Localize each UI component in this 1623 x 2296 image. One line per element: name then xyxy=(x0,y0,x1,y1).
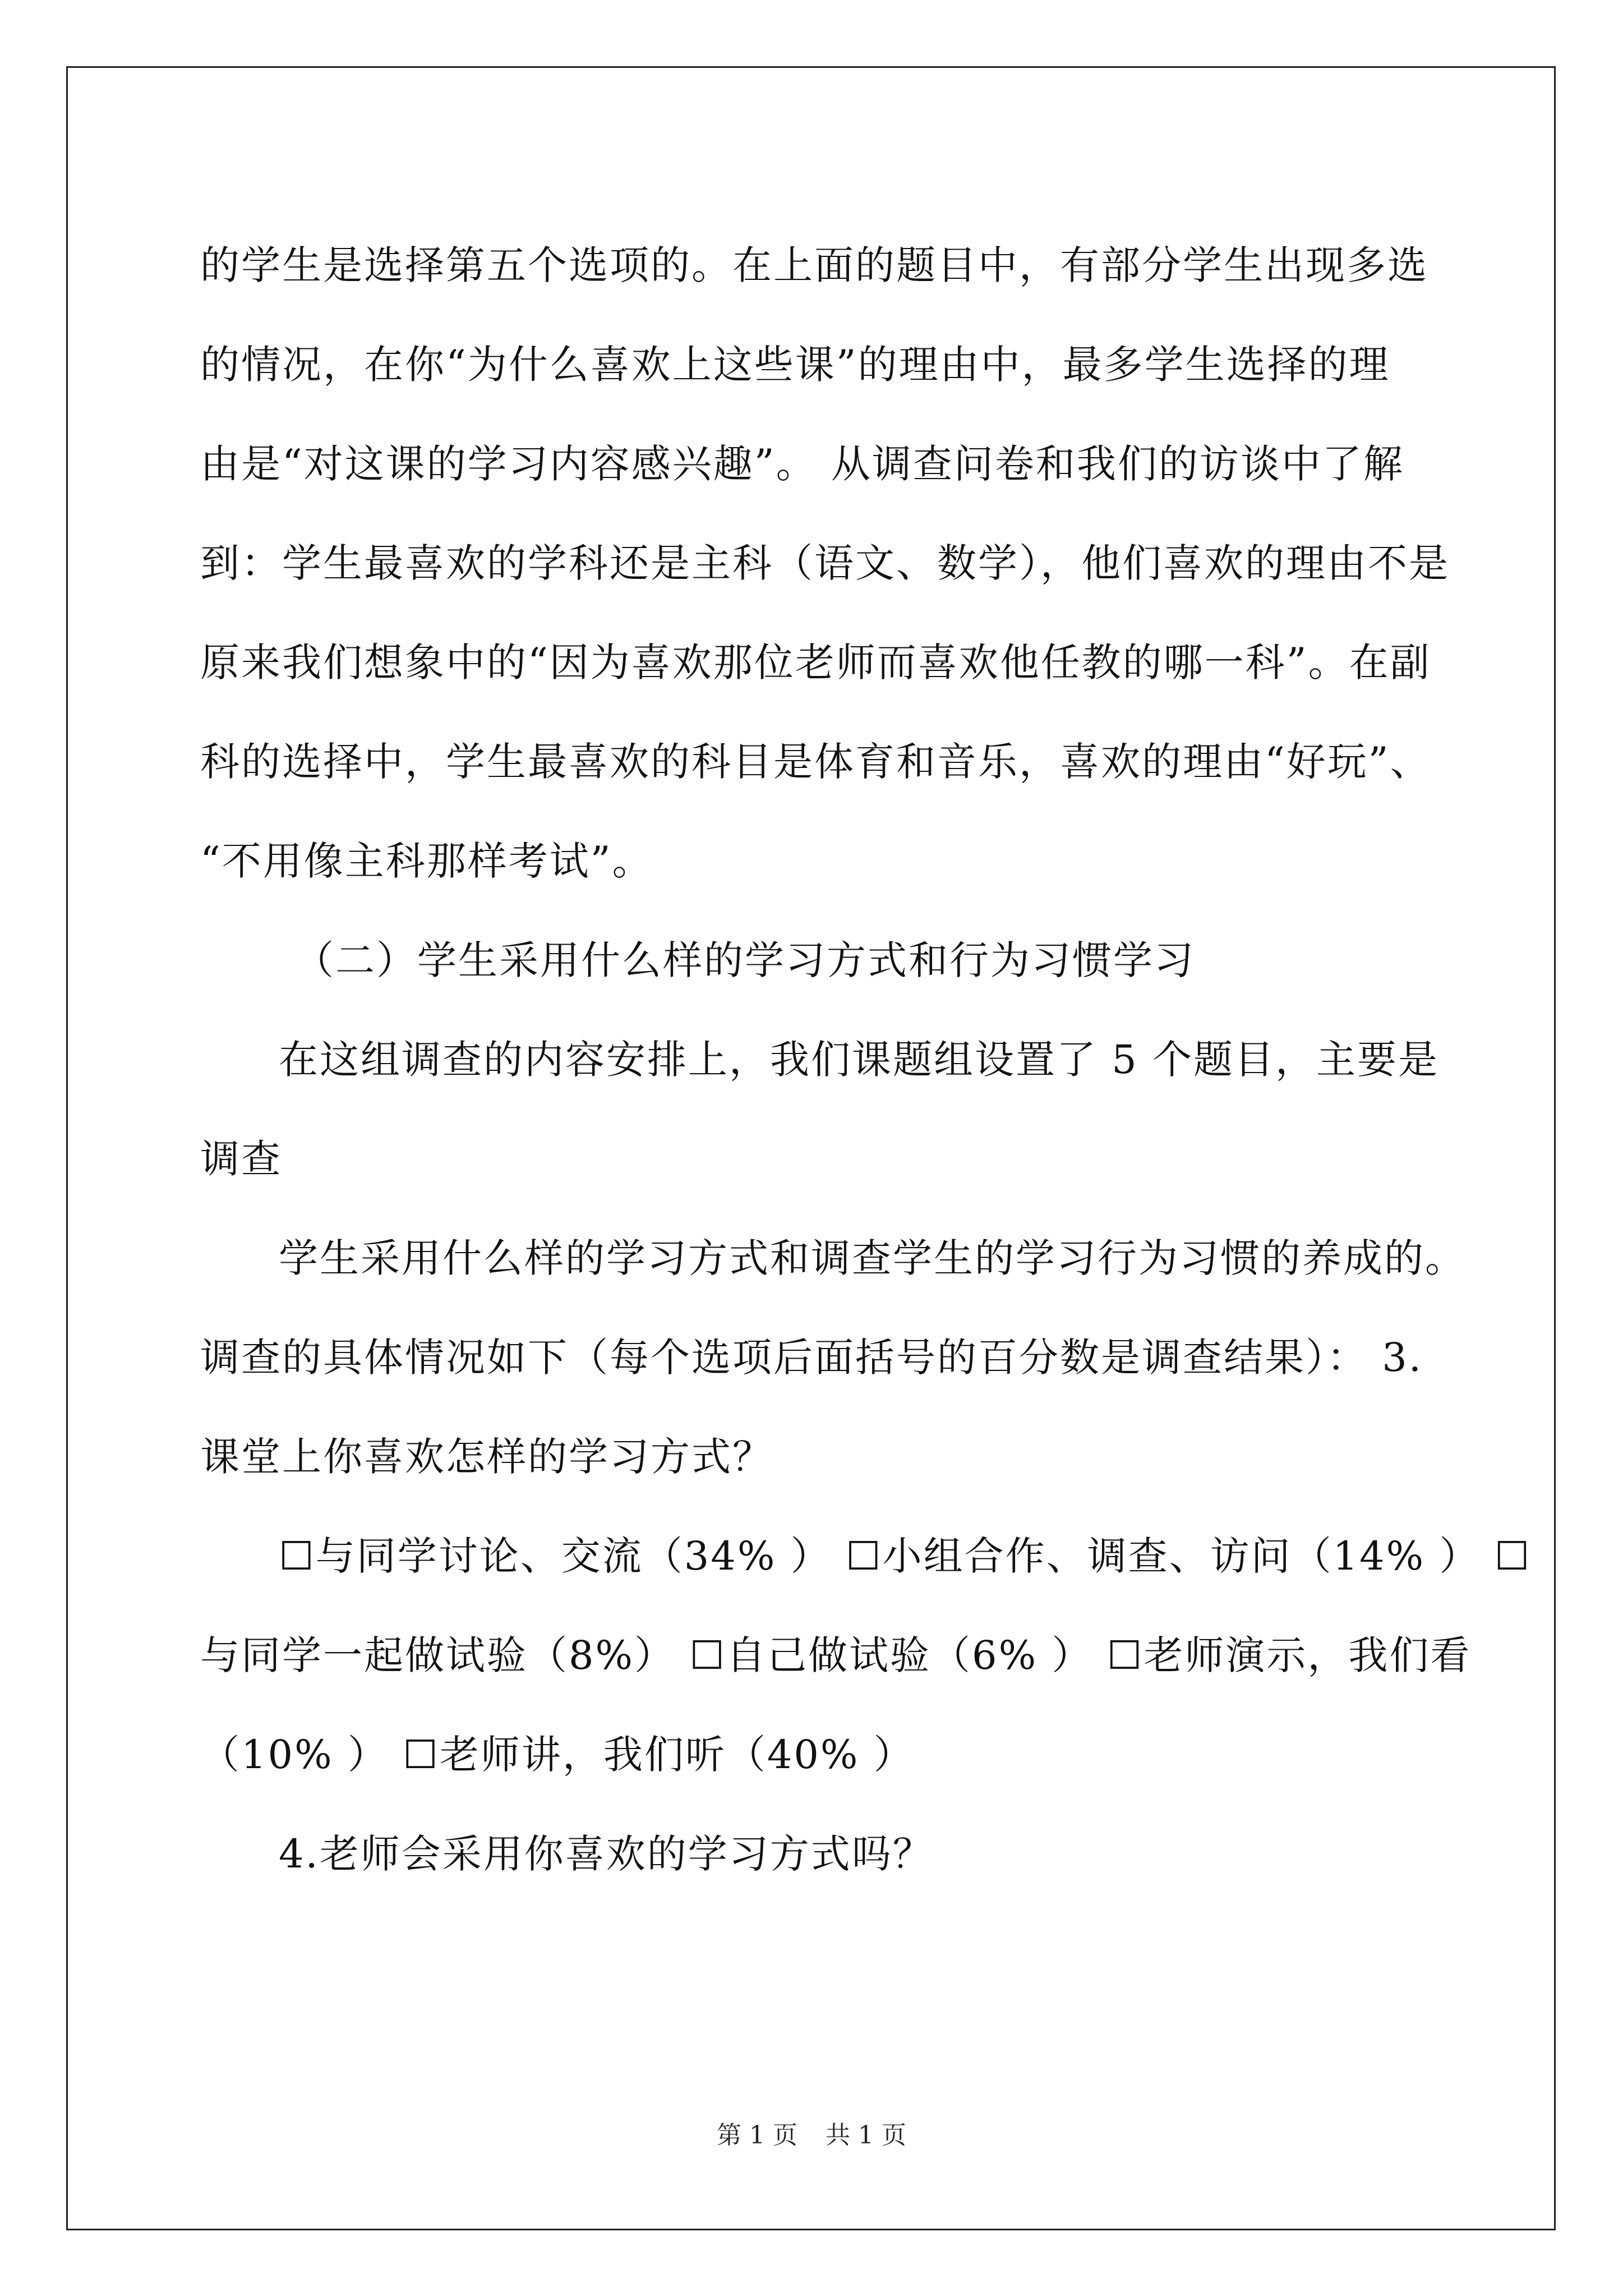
document-body xyxy=(200,216,1532,1904)
paragraph-line: 调查的具体情况如下（每个选项后面括号的百分数是调查结果）： 3. xyxy=(200,1335,1423,1381)
paragraph-line: 学生采用什么样的学习方式和调查学生的学习行为习惯的养成的。 xyxy=(279,1235,1466,1281)
paragraph-line: 原来我们想象中的“因为喜欢那位老师而喜欢他任教的哪一科”。在副 xyxy=(200,639,1431,685)
paragraph-line: “不用像主科那样考试”。 xyxy=(200,838,653,884)
options-line: ☐与同学讨论、交流（34% ） ☐小组合作、调查、访问（14% ） ☐ xyxy=(279,1533,1532,1579)
page-total: 共 1 页 xyxy=(826,2121,906,2150)
page-footer xyxy=(0,2115,1623,2151)
paragraph-line: 的学生是选择第五个选项的。在上面的题目中，有部分学生出现多选 xyxy=(200,242,1428,288)
question-line: 课堂上你喜欢怎样的学习方式？ xyxy=(200,1434,773,1480)
paragraph-line: 在这组调查的内容安排上，我们课题组设置了 5 个题目，主要是 xyxy=(279,1037,1440,1083)
question-line: 4.老师会采用你喜欢的学习方式吗？ xyxy=(279,1831,934,1877)
paragraph-line: 调查 xyxy=(200,1136,282,1182)
paragraph-line: 由是“对这课的学习内容感兴趣”。 从调查问卷和我们的访谈中了解 xyxy=(200,441,1404,487)
paragraph-line: 的情况，在你“为什么喜欢上这些课”的理由中，最多学生选择的理 xyxy=(200,342,1390,388)
paragraph-line: 到：学生最喜欢的学科还是主科（语文、数学），他们喜欢的理由不是 xyxy=(200,540,1450,586)
section-heading: （二）学生采用什么样的学习方式和行为习惯学习 xyxy=(294,937,1195,983)
page-number: 第 1 页 xyxy=(717,2121,797,2150)
paragraph-line: 科的选择中，学生最喜欢的科目是体育和音乐，喜欢的理由“好玩”、 xyxy=(200,739,1431,785)
options-line: 与同学一起做试验（8%） ☐自己做试验（6% ） ☐老师演示，我们看 xyxy=(200,1632,1472,1678)
options-line: （10% ） ☐老师讲，我们听（40% ） xyxy=(200,1732,915,1778)
